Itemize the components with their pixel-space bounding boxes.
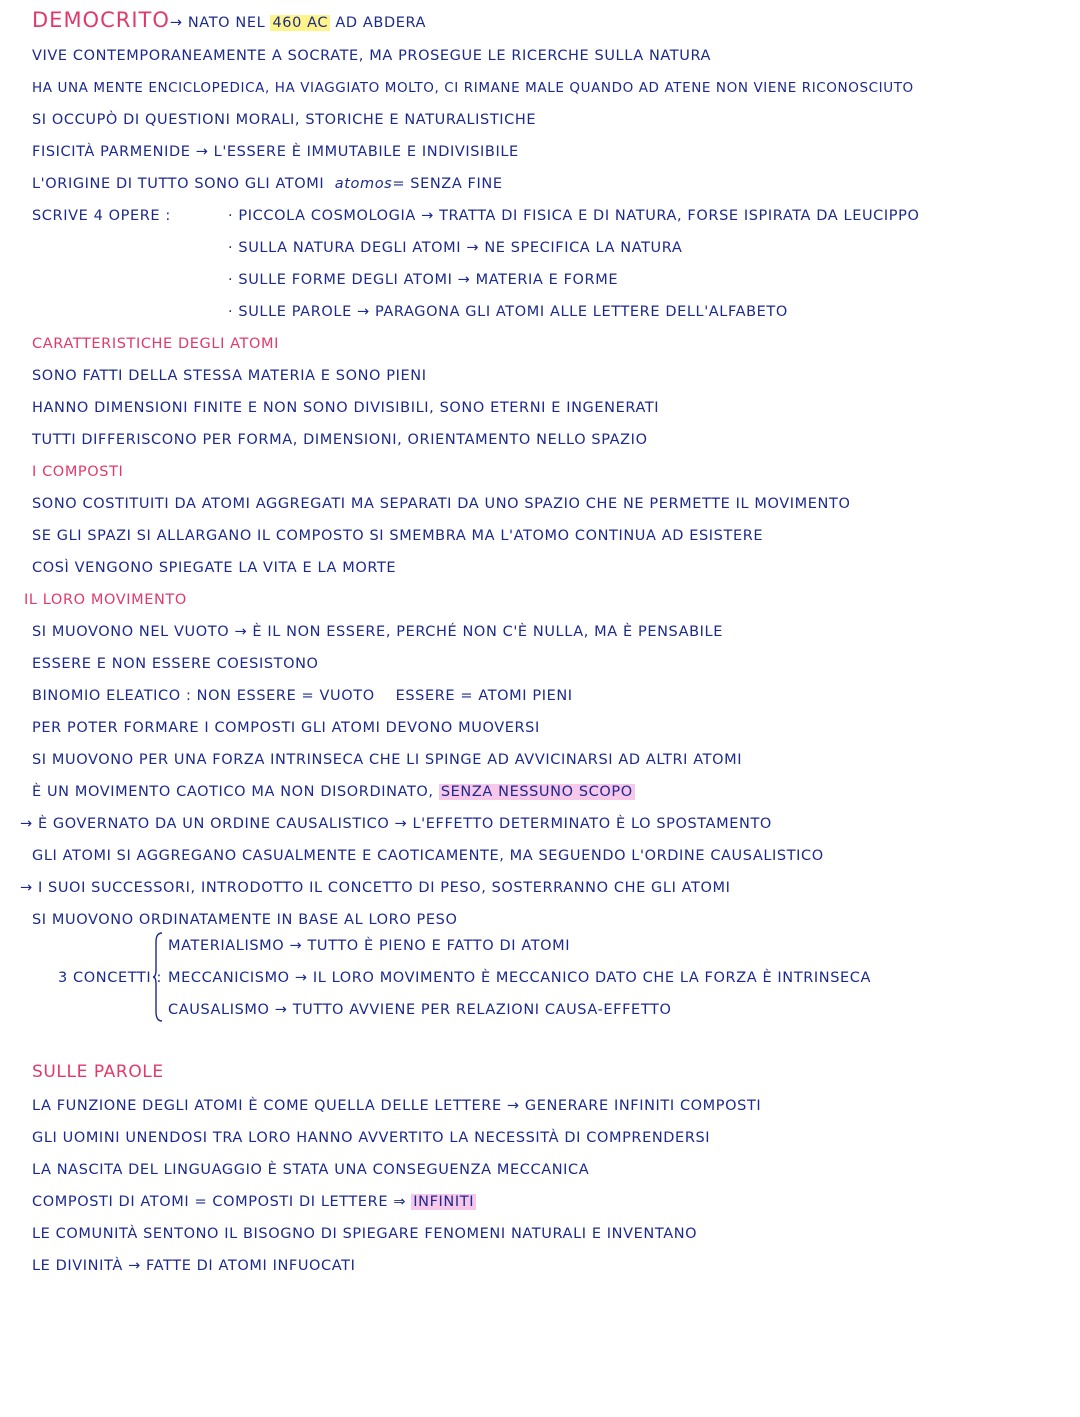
section-heading-caratteristiche: CARATTERISTICHE DEGLI ATOMI bbox=[32, 336, 280, 352]
composti-lettere: COMPOSTI DI ATOMI = COMPOSTI DI LETTERE ⇒ bbox=[32, 1194, 412, 1210]
parole-line bbox=[32, 1192, 476, 1212]
binomio-essere: ESSERE = ATOMI PIENI bbox=[395, 688, 573, 704]
movimento-line: GLI ATOMI SI AGGREGANO CASUALMENTE E CAOTICAMENTE, MA SEGUENDO L'ORDINE CAUSALISTICO bbox=[32, 848, 824, 864]
composti-line: COSÌ VENGONO SPIEGATE LA VITA E LA MORTE bbox=[32, 560, 397, 576]
movimento-line: ESSERE E NON ESSERE COESISTONO bbox=[32, 656, 319, 672]
composti-line: SE GLI SPAZI SI ALLARGANO IL COMPOSTO SI SMEMBRA MA L'ATOMO CONTINUA AD ESISTERE bbox=[32, 528, 764, 544]
curly-brace bbox=[153, 932, 163, 1022]
concetto-item: CAUSALISMO → TUTTO AVVIENE PER RELAZIONI CAUSA-EFFETTO bbox=[168, 1002, 672, 1018]
section-heading-composti: I COMPOSTI bbox=[32, 464, 124, 480]
movimento-line: SI MUOVONO PER UNA FORZA INTRINSECA CHE LI SPINGE AD AVVICINARSI AD ALTRI ATOMI bbox=[32, 752, 743, 768]
composti-line: SONO COSTITUITI DA ATOMI AGGREGATI MA SEPARATI DA UNO SPAZIO CHE NE PERMETTE IL MOVIMENTO bbox=[32, 496, 851, 512]
work-item: · SULLE FORME DEGLI ATOMI → MATERIA E FORME bbox=[228, 272, 619, 288]
parole-line: LA FUNZIONE DEGLI ATOMI È COME QUELLA DELLE LETTERE → GENERARE INFINITI COMPOSTI bbox=[32, 1098, 762, 1114]
parole-line: LE COMUNITÀ SENTONO IL BISOGNO DI SPIEGARE FENOMENI NATURALI E INVENTANO bbox=[32, 1226, 698, 1242]
section-heading-parole: SULLE PAROLE bbox=[32, 1062, 164, 1082]
work-item: · SULLE PAROLE → PARAGONA GLI ATOMI ALLE LETTERE DELL'ALFABETO bbox=[228, 304, 788, 320]
binomio-non-essere: BINOMIO ELEATICO : NON ESSERE = VUOTO bbox=[32, 688, 375, 704]
intro-line-5 bbox=[32, 174, 503, 194]
senza-scopo-highlight: SENZA NESSUNO SCOPO bbox=[440, 784, 633, 800]
caratteristiche-line: HANNO DIMENSIONI FINITE E NON SONO DIVISIBILI, SONO ETERNI E INGENERATI bbox=[32, 400, 660, 416]
intro-line-3: SI OCCUPÒ DI QUESTIONI MORALI, STORICHE E NATURALISTICHE bbox=[32, 112, 537, 128]
movimento-line bbox=[32, 686, 573, 706]
atoms-origin: L'ORIGINE DI TUTTO SONO GLI ATOMI bbox=[32, 176, 325, 192]
movimento-line: SI MUOVONO ORDINATAMENTE IN BASE AL LORO PESO bbox=[32, 912, 458, 928]
infiniti-highlight: INFINITI bbox=[413, 1194, 475, 1210]
birth-suffix: AD ABDERA bbox=[330, 15, 427, 31]
section-heading-movimento: IL LORO MOVIMENTO bbox=[24, 592, 187, 608]
works-label: SCRIVE 4 OPERE : bbox=[32, 208, 171, 224]
atomos-meaning: = SENZA FINE bbox=[392, 176, 503, 192]
page-title: DEMOCRITO bbox=[32, 8, 170, 32]
parole-line: LA NASCITA DEL LINGUAGGIO È STATA UNA CONSEGUENZA MECCANICA bbox=[32, 1162, 590, 1178]
intro-line-4: FISICITÀ PARMENIDE → L'ESSERE È IMMUTABILE E INDIVISIBILE bbox=[32, 144, 519, 160]
birth-prefix: → NATO NEL bbox=[169, 15, 271, 31]
parole-line: LE DIVINITÀ → FATTE DI ATOMI INFUOCATI bbox=[32, 1258, 356, 1274]
concetti-label: 3 CONCETTI : bbox=[58, 970, 162, 986]
movimento-line: → È GOVERNATO DA UN ORDINE CAUSALISTICO → L'EFFETTO DETERMINATO È LO SPOSTAMENTO bbox=[20, 816, 772, 832]
movimento-line: PER POTER FORMARE I COMPOSTI GLI ATOMI DEVONO MUOVERSI bbox=[32, 720, 540, 736]
parole-line: GLI UOMINI UNENDOSI TRA LORO HANNO AVVERTITO LA NECESSITÀ DI COMPRENDERSI bbox=[32, 1130, 711, 1146]
movimento-line bbox=[32, 782, 635, 802]
birth-year: 460 AC bbox=[272, 15, 329, 31]
atomos-term: atomos bbox=[334, 176, 393, 192]
concetto-item: MECCANICISMO → IL LORO MOVIMENTO È MECCANICO DATO CHE LA FORZA È INTRINSECA bbox=[168, 970, 872, 986]
movimento-line: → I SUOI SUCCESSORI, INTRODOTTO IL CONCETTO DI PESO, SOSTERRANNO CHE GLI ATOMI bbox=[20, 880, 731, 896]
movimento-line: SI MUOVONO NEL VUOTO → È IL NON ESSERE, PERCHÉ NON C'È NULLA, MA È PENSABILE bbox=[32, 624, 723, 640]
concetto-item: MATERIALISMO → TUTTO È PIENO E FATTO DI ATOMI bbox=[168, 938, 571, 954]
caratteristiche-line: SONO FATTI DELLA STESSA MATERIA E SONO PIENI bbox=[32, 368, 427, 384]
work-item: · SULLA NATURA DEGLI ATOMI → NE SPECIFICA LA NATURA bbox=[228, 240, 683, 256]
intro-line-2: HA UNA MENTE ENCICLOPEDICA, HA VIAGGIATO MOLTO, CI RIMANE MALE QUANDO AD ATENE NON VIENE RICONOSCIUTO bbox=[32, 80, 914, 96]
movimento-caotico: È UN MOVIMENTO CAOTICO MA NON DISORDINATO, bbox=[32, 784, 439, 800]
intro-title-line bbox=[32, 10, 426, 33]
intro-line-1: VIVE CONTEMPORANEAMENTE A SOCRATE, MA PROSEGUE LE RICERCHE SULLA NATURA bbox=[32, 48, 712, 64]
caratteristiche-line: TUTTI DIFFERISCONO PER FORMA, DIMENSIONI, ORIENTAMENTO NELLO SPAZIO bbox=[32, 432, 648, 448]
work-item: · PICCOLA COSMOLOGIA → TRATTA DI FISICA E DI NATURA, FORSE ISPIRATA DA LEUCIPPO bbox=[228, 208, 920, 224]
